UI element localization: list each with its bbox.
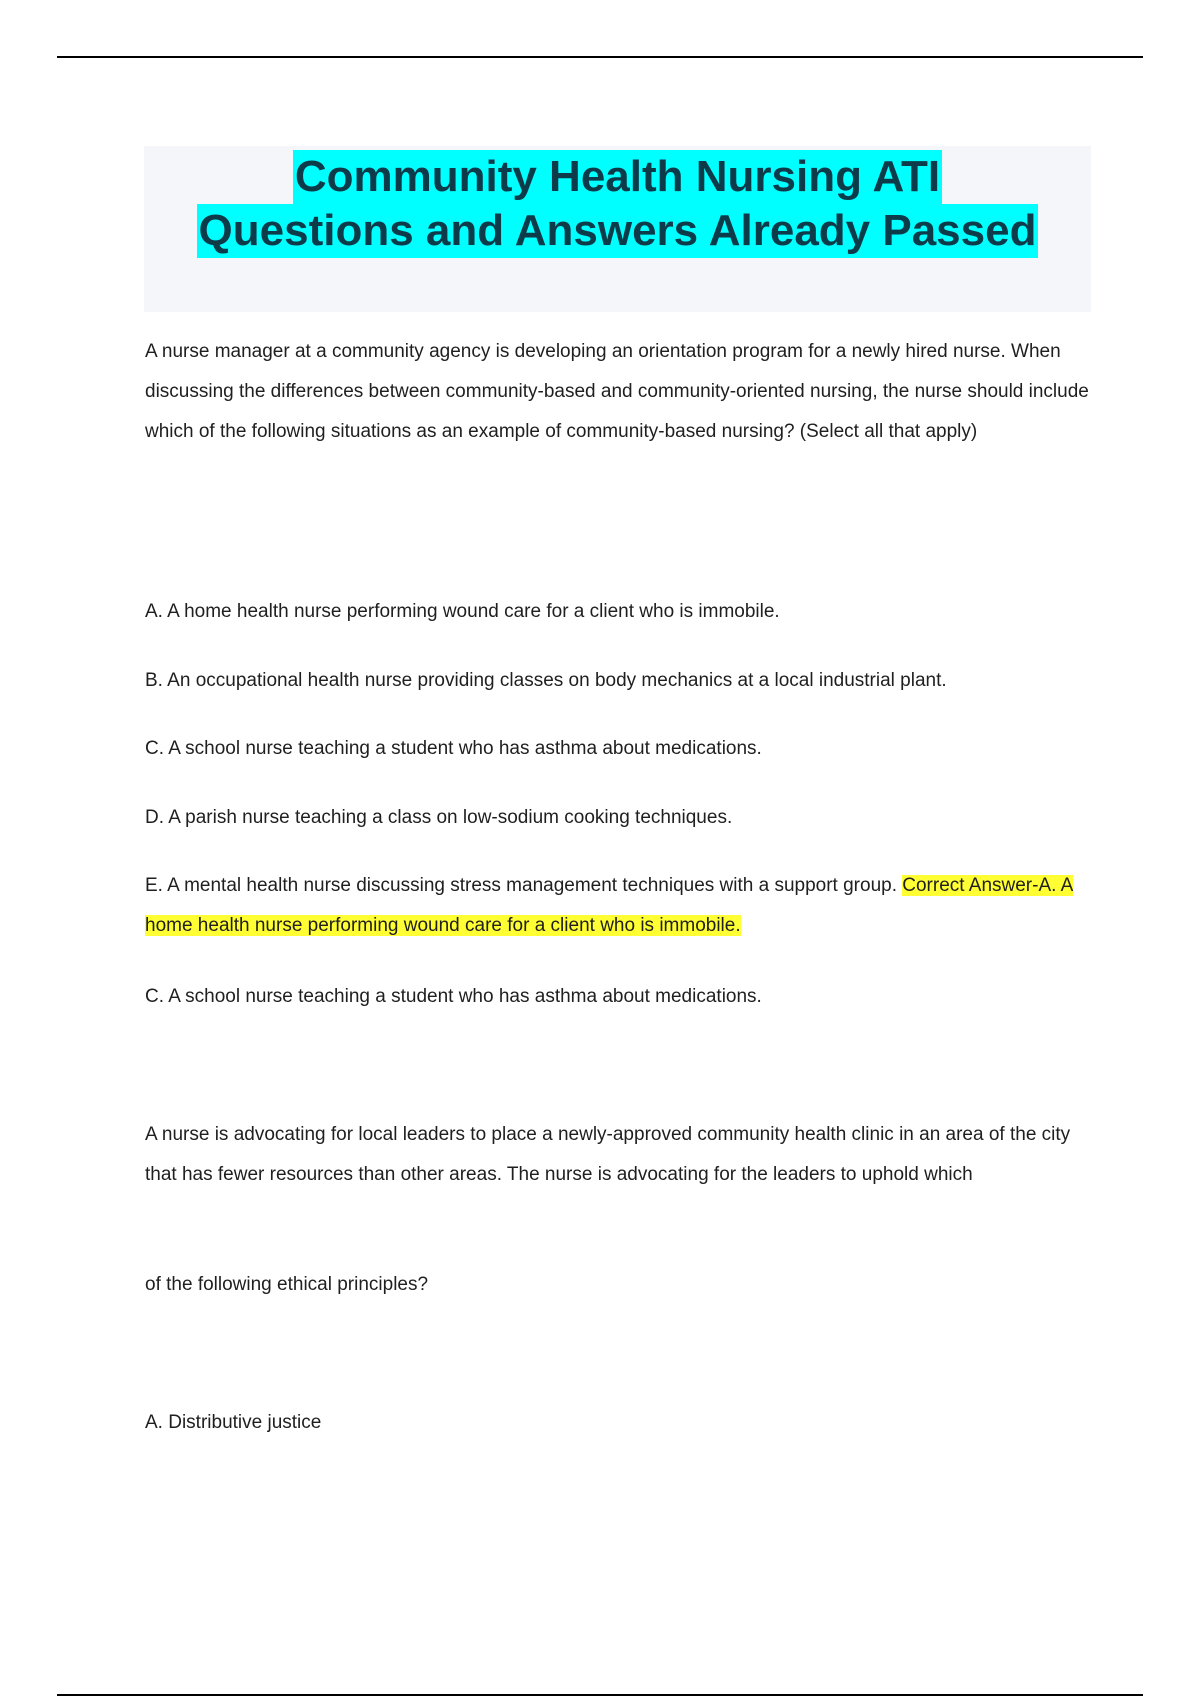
question-2-stem-continued: of the following ethical principles? bbox=[145, 1274, 429, 1295]
question-1-option-b: B. An occupational health nurse providing classes on body mechanics at a local industrial plant. bbox=[145, 670, 947, 691]
page-title-line-1: Community Health Nursing ATI bbox=[293, 150, 942, 204]
question-1-option-e: E. A mental health nurse discussing stress management techniques with a support group. bbox=[145, 875, 897, 896]
page-title-line-2: Questions and Answers Already Passed bbox=[197, 204, 1039, 258]
question-1-option-c: C. A school nurse teaching a student who has asthma about medications. bbox=[145, 738, 762, 759]
title-block bbox=[144, 146, 1091, 312]
question-1-option-a: A. A home health nurse performing wound care for a client who is immobile. bbox=[145, 601, 780, 622]
question-1-option-e-with-answer bbox=[145, 866, 1105, 946]
question-1-stem: A nurse manager at a community agency is developing an orientation program for a newly hired nurse. When discussing the differences between community-based and community-oriented nursing, the nurse should include which of the following situations as an example of community-based nursing? (Select all that apply) bbox=[145, 341, 1089, 442]
question-2-stem: A nurse is advocating for local leaders to place a newly-approved community health clinic in an area of the city that has fewer resources than other areas. The nurse is advocating for the leaders to uphold which bbox=[145, 1124, 1071, 1185]
correct-answer-highlight: Correct Answer-A. A home health nurse performing wound care for a client who is immobile. bbox=[145, 875, 1074, 936]
question-1-option-d: D. A parish nurse teaching a class on low-sodium cooking techniques. bbox=[145, 807, 733, 828]
bottom-rule bbox=[57, 1694, 1143, 1696]
top-rule bbox=[57, 56, 1143, 58]
question-2-option-a: A. Distributive justice bbox=[145, 1412, 322, 1433]
question-1-answer-extra: C. A school nurse teaching a student who has asthma about medications. bbox=[145, 986, 762, 1007]
